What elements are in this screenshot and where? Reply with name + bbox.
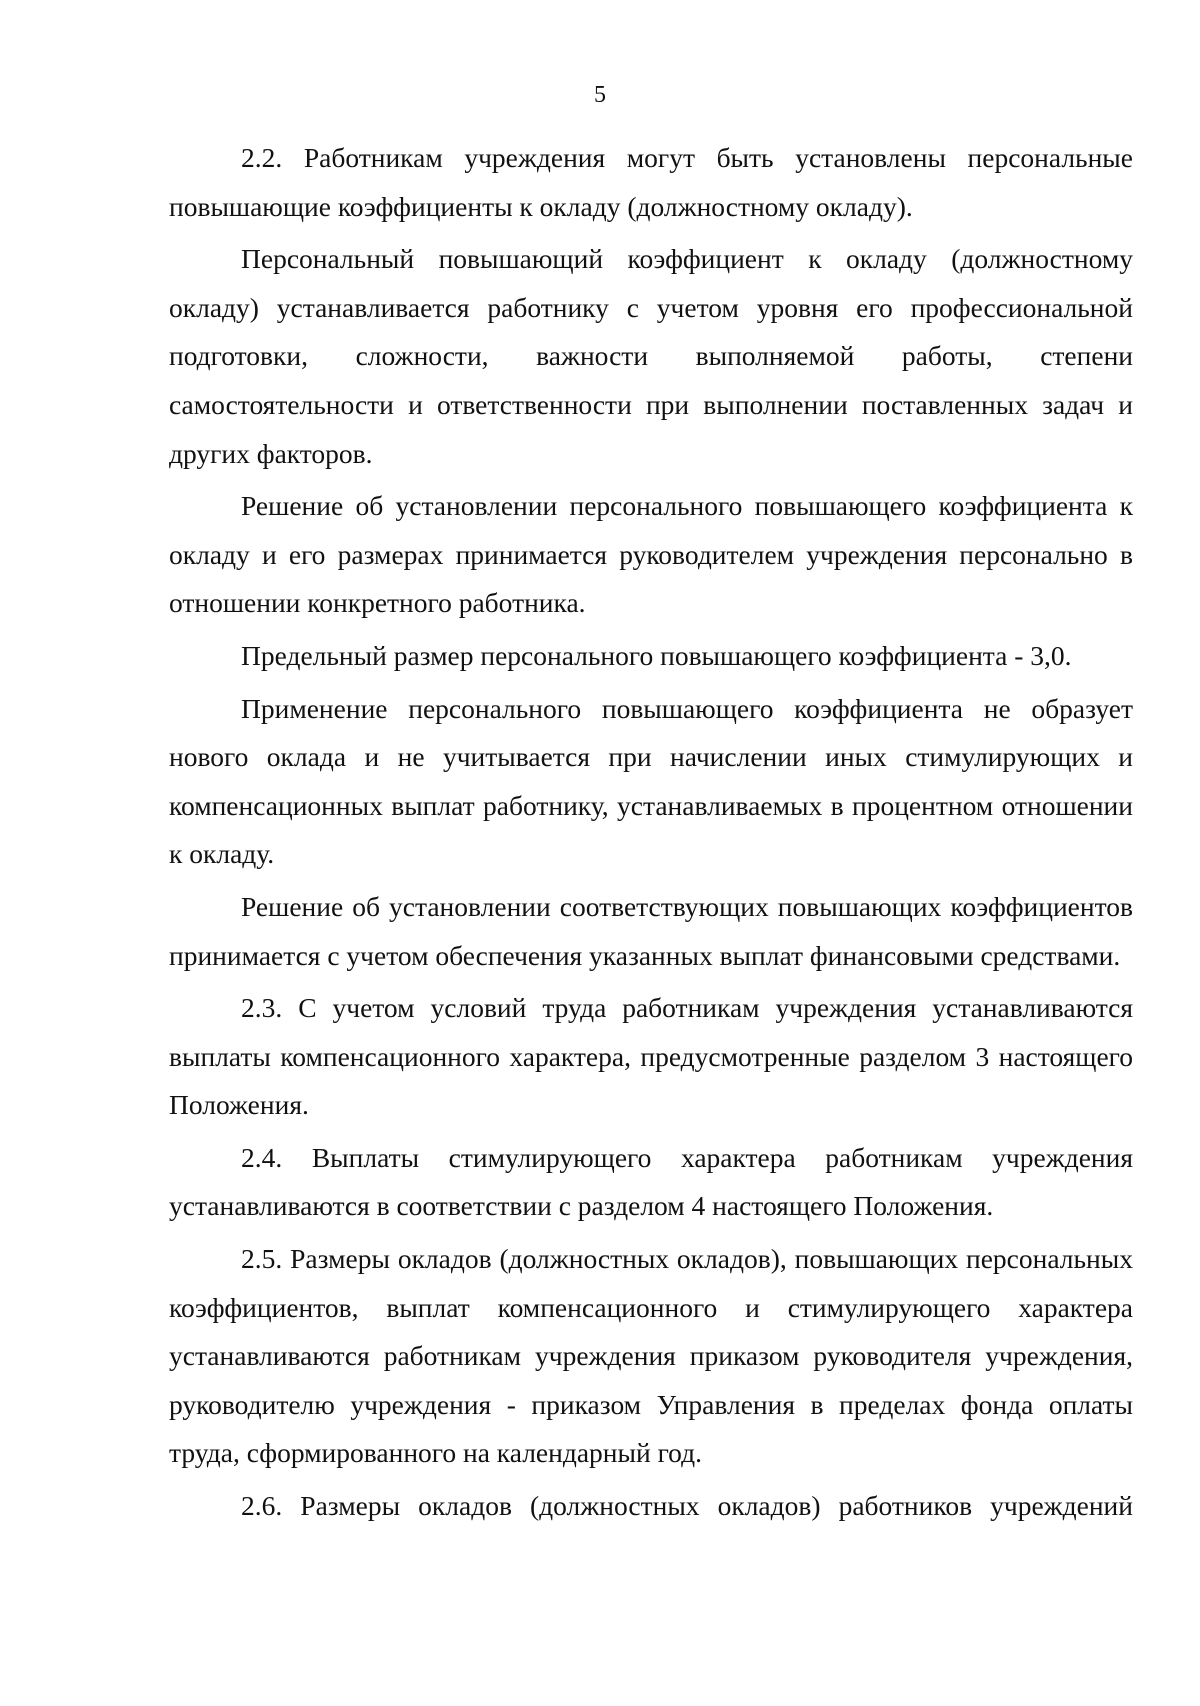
paragraph-2-2: 2.2. Работникам учреждения могут быть установлены персональные повышающие коэффициенты к окладу (должностному окладу). bbox=[169, 142, 1133, 222]
paragraph-2-4: 2.4. Выплаты стимулирующего характера работникам учреждения устанавливаются в соответствии с разделом 4 настоящего Положения. bbox=[169, 1141, 1133, 1222]
paragraph-application: Применение персонального повышающего коэффициента не образует нового оклада и не учитывается при начислении иных стимулирующих и компенсационных выплат работнику, устанавливаемых в процентном отношении к окладу. bbox=[169, 692, 1133, 870]
page-number: 5 bbox=[594, 82, 606, 108]
paragraph-2-6: 2.6. Размеры окладов (должностных окладов) работников учреждений bbox=[241, 1490, 1133, 1522]
paragraph-personal-coefficient: Персональный повышающий коэффициент к окладу (должностному окладу) устанавливается работнику с учетом уровня его профессиональной подготовки, сложности, важности выполняемой работы, степени самостоятельности и ответственности при выполнении поставленных задач и других факторов. bbox=[169, 243, 1133, 469]
paragraph-2-3: 2.3. С учетом условий труда работникам учреждения устанавливаются выплаты компенсационного характера, предусмотренные разделом 3 настоящего Положения. bbox=[169, 992, 1133, 1121]
paragraph-decision-coefficients: Решение об установлении соответствующих повышающих коэффициентов принимается с учетом обеспечения указанных выплат финансовыми средствами. bbox=[169, 890, 1133, 971]
paragraph-max-size: Предельный размер персонального повышающего коэффициента - 3,0. bbox=[241, 639, 1072, 671]
document-body bbox=[169, 134, 1133, 1535]
paragraph-decision: Решение об установлении персонального повышающего коэффициента к окладу и его размерах принимается руководителем учреждения персонально в отношении конкретного работника. bbox=[169, 490, 1133, 619]
paragraph-2-5: 2.5. Размеры окладов (должностных окладов), повышающих персональных коэффициентов, выплат компенсационного и стимулирующего характера устанавливаются работникам учреждения приказом руководителя учреждения, руководителю учреждения - приказом Управления в пределах фонда оплаты труда, сформированного на календарный год. bbox=[169, 1243, 1133, 1469]
